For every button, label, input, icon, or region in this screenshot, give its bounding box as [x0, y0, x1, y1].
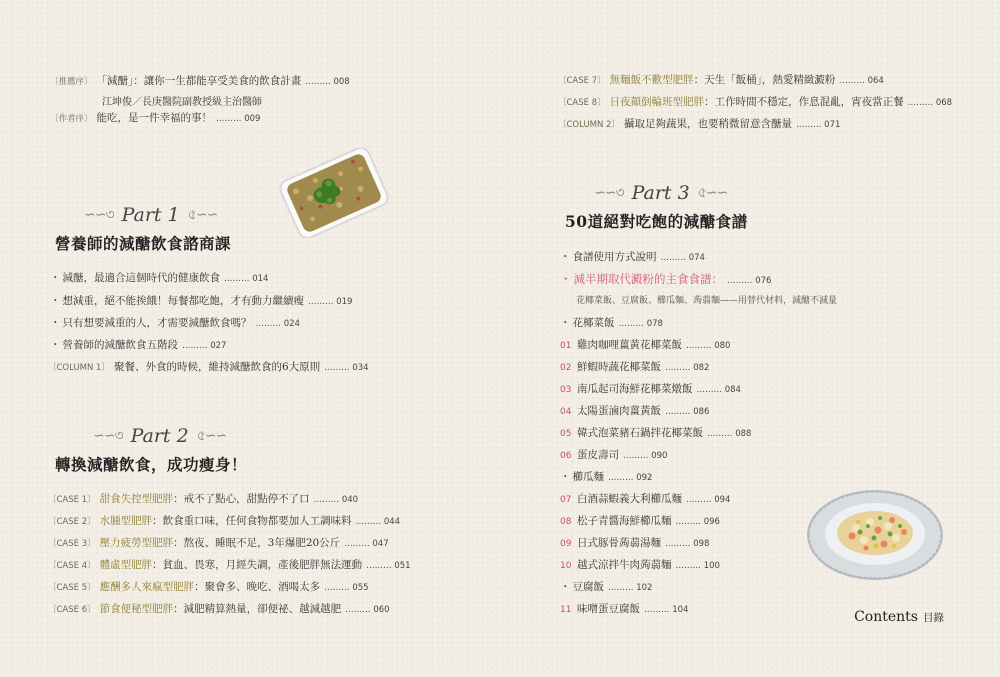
entry-highlight: 日夜顛倒輪班型肥胖: [609, 96, 705, 108]
entry-title: 南瓜起司海鮮花椰菜燉飯: [577, 383, 693, 395]
recipe-entry: [560, 338, 730, 353]
entry-page: ……… 074: [660, 253, 705, 263]
entry-title: 越式涼拌牛肉蒟蒻麵: [577, 559, 672, 571]
recipe-number: 09: [560, 539, 572, 549]
entry-page: ……… 064: [839, 76, 884, 86]
entry-page: ……… 092: [608, 473, 653, 483]
entry-page: ……… 068: [907, 98, 953, 108]
part-label: Part 1: [121, 204, 180, 226]
toc-entry: [50, 316, 300, 331]
toc-entry: [560, 470, 652, 485]
entry-page: ……… 090: [623, 451, 668, 461]
entry-highlight: 水腫型肥胖: [99, 515, 153, 527]
entry-title: 能吃，是一件幸福的事！: [96, 112, 213, 124]
entry-title: 蛋皮壽司: [577, 449, 619, 461]
toc-entry: [50, 74, 350, 89]
entry-title: 韓式泡菜豬石鍋拌花椰菜飯: [577, 427, 703, 439]
entry-page: ……… 082: [665, 363, 710, 373]
entry-title: 豆腐飯: [572, 581, 604, 593]
recipe-number: 06: [560, 451, 572, 461]
toc-entry: [48, 360, 369, 375]
section-entry: [560, 272, 771, 288]
toc-entry: [560, 250, 705, 265]
entry-tag: 〔CASE 7〕: [558, 76, 606, 86]
entry-page: ……… 096: [675, 517, 720, 527]
entry-page: ……… 024: [255, 319, 300, 329]
recipe-number: 04: [560, 407, 572, 417]
contents-label: [854, 609, 944, 625]
entry-page: ……… 044: [355, 517, 401, 527]
bullet: ・: [50, 317, 61, 329]
flourish-ornament: ∽∽৩: [594, 185, 624, 201]
toc-entry: [50, 111, 260, 126]
section-note: 花椰菜飯、豆腐飯、櫛瓜麵、蒟蒻麵——用替代材料，減醣不減量: [576, 296, 838, 306]
entry-highlight: 無麵飯不歡型肥胖: [609, 74, 694, 86]
entry-title: ：飲食重口味，任何食物都要加人工調味料: [152, 515, 352, 527]
part-3-title: 50道絕對吃飽的減醣食譜: [565, 212, 748, 231]
recipe-number: 07: [560, 495, 572, 505]
grain-bowl-photo: [276, 148, 392, 238]
entry-tag: 〔COLUMN 2〕: [558, 120, 620, 130]
entry-highlight: 壓力疲勞型肥胖: [99, 537, 174, 549]
toc-entry: [560, 316, 663, 331]
bullet: ・: [50, 295, 61, 307]
entry-page: ……… 047: [344, 539, 389, 549]
entry-page: ……… 014: [224, 274, 269, 284]
entry-page: ……… 100: [675, 561, 720, 571]
entry-page: ……… 086: [665, 407, 710, 417]
entry-tag: 〔CASE 2〕: [48, 517, 96, 527]
toc-entry: [560, 580, 652, 595]
toc-entry: [50, 271, 268, 286]
entry-title: ：減肥精算熱量，卻便祕、越減越肥: [173, 603, 342, 615]
part-2-title: 轉換減醣飲食，成功瘦身！: [55, 455, 248, 474]
bullet: ・: [560, 317, 571, 329]
entry-title: 雞肉咖哩薑黃花椰菜飯: [577, 339, 682, 351]
entry-title: ：貧血、畏寒，月經失調，產後肥胖無法運動: [152, 559, 363, 571]
part-1-title: 營養師的減醣飲食諮商課: [55, 234, 232, 253]
recipe-number: 01: [560, 341, 572, 351]
entry-page: ……… 027: [182, 341, 227, 351]
entry-title: 只有想要減重的人，才需要減醣飲食嗎？: [62, 317, 252, 329]
entry-title: ：熬夜、睡眠不足，3年爆肥20公斤: [173, 537, 341, 549]
recipe-entry: [560, 536, 709, 551]
entry-tag: 〔CASE 3〕: [48, 539, 96, 549]
entry-page: ……… 088: [707, 429, 752, 439]
entry-tag: 〔CASE 6〕: [48, 605, 96, 615]
entry-title: 食譜使用方式說明: [572, 251, 657, 263]
entry-title: 白酒蒜蝦義大利櫛瓜麵: [577, 493, 682, 505]
entry-title: 攝取足夠蔬果，也要稍微留意含醣量: [623, 118, 792, 130]
entry-title: 松子青醬海鮮櫛瓜麵: [577, 515, 672, 527]
entry-highlight: 體虛型肥胖: [99, 559, 153, 571]
entry-title: 鮮蝦時蔬花椰菜飯: [577, 361, 661, 373]
bullet: ・: [560, 471, 571, 483]
recipe-number: 05: [560, 429, 572, 439]
entry-title: ：聚會多、晚吃、酒喝太多: [194, 581, 321, 593]
entry-tag: 〔推薦序〕: [50, 77, 93, 87]
toc-entry: [50, 294, 352, 309]
recipe-entry: [560, 514, 720, 529]
toc-entry: [50, 338, 226, 353]
entry-page: ……… 008: [305, 77, 350, 87]
entry-page: ……… 084: [696, 385, 741, 395]
entry-title: 聚餐、外食的時候，維持減醣飲食的6大原則: [113, 361, 321, 373]
entry-tag: 〔CASE 4〕: [48, 561, 96, 571]
bullet: ・: [560, 272, 572, 286]
toc-entry: [558, 95, 952, 110]
toc-entry: [48, 492, 358, 507]
entry-page: ……… 098: [665, 539, 710, 549]
entry-page: ……… 009: [216, 114, 261, 124]
entry-highlight: 節食便秘型肥胖: [99, 603, 174, 615]
toc-entry: [558, 117, 840, 132]
toc-entry: [558, 73, 884, 88]
entry-tag: 〔CASE 5〕: [48, 583, 96, 593]
toc-entry: [48, 602, 390, 617]
recipe-number: 11: [560, 605, 572, 615]
recipe-entry: [560, 602, 688, 617]
bullet: ・: [560, 581, 571, 593]
recipe-entry: [560, 404, 709, 419]
entry-page: ……… 076: [727, 276, 772, 286]
bullet: ・: [50, 272, 61, 284]
recipe-entry: [560, 492, 730, 507]
entry-page: ……… 034: [324, 363, 369, 373]
recipe-entry: [560, 360, 709, 375]
entry-tag: 〔COLUMN 1〕: [48, 363, 110, 373]
entry-title: 味噌蛋豆腐飯: [577, 603, 640, 615]
entry-page: ……… 019: [308, 297, 353, 307]
author-credit: 江坤俊／長庚醫院副教授級主治醫師: [102, 97, 262, 108]
flourish-ornament: ৫∽∽: [187, 207, 218, 223]
recipe-number: 03: [560, 385, 572, 395]
contents-zh: 目錄: [923, 612, 944, 624]
entry-title: 花椰菜飯: [572, 317, 615, 329]
entry-page: ……… 071: [795, 120, 841, 130]
entry-tag: 〔CASE 8〕: [558, 98, 606, 108]
entry-page: ……… 051: [366, 561, 411, 571]
flourish-ornament: ৫∽∽: [697, 185, 728, 201]
section-title: 減半期取代澱粉的主食食譜：: [573, 272, 723, 286]
entry-page: ……… 078: [618, 319, 663, 329]
recipe-entry: [560, 382, 741, 397]
toc-entry: [48, 514, 400, 529]
entry-tag: 〔作者序〕: [50, 114, 93, 124]
entry-page: ……… 055: [324, 583, 369, 593]
recipe-number: 10: [560, 561, 572, 571]
entry-page: ……… 060: [345, 605, 390, 615]
toc-entry: [48, 536, 389, 551]
recipe-entry: [560, 426, 751, 441]
part-1-heading: [84, 203, 217, 227]
entry-highlight: 應酬多人來瘋型肥胖: [99, 581, 195, 593]
rice-salad-plate-photo: [804, 486, 946, 582]
part-label: Part 2: [130, 425, 189, 447]
entry-title: 櫛瓜麵: [572, 471, 604, 483]
entry-title: 想減重，絕不能挨餓！每餐都吃飽，才有動力繼續瘦: [62, 295, 304, 307]
recipe-number: 02: [560, 363, 572, 373]
entry-page: ……… 104: [644, 605, 689, 615]
entry-title: 減醣，最適合這個時代的健康飲食: [62, 272, 220, 284]
entry-page: ……… 102: [608, 583, 653, 593]
bullet: ・: [560, 251, 571, 263]
toc-entry: [48, 580, 369, 595]
flourish-ornament: ∽∽৩: [93, 428, 123, 444]
part-label: Part 3: [631, 182, 690, 204]
entry-highlight: 甜食失控型肥胖: [99, 493, 174, 505]
part-3-heading: [594, 181, 727, 205]
contents-en: Contents: [854, 609, 918, 625]
part-2-heading: [93, 424, 226, 448]
entry-tag: 〔CASE 1〕: [48, 495, 96, 505]
entry-title: ：天生「飯桶」，熱愛精緻澱粉: [693, 74, 836, 86]
entry-title: ：戒不了點心，甜點停不了口: [173, 493, 310, 505]
flourish-ornament: ∽∽৩: [84, 207, 114, 223]
bullet: ・: [50, 339, 61, 351]
entry-title: 太陽蛋滷肉薑黃飯: [577, 405, 661, 417]
toc-entry: [48, 558, 411, 573]
entry-title: 「減醣」：讓你一生都能享受美食的飲食計畫: [96, 75, 302, 87]
flourish-ornament: ৫∽∽: [196, 428, 227, 444]
entry-title: 營養師的減醣飲食五階段: [62, 339, 178, 351]
entry-page: ……… 040: [313, 495, 359, 505]
entry-title: ：工作時間不穩定，作息混亂，宵夜當正餐: [704, 96, 904, 108]
entry-title: 日式豚骨蒟蒻湯麵: [577, 537, 661, 549]
recipe-entry: [560, 448, 667, 463]
recipe-entry: [560, 558, 720, 573]
entry-page: ……… 094: [686, 495, 731, 505]
entry-page: ……… 080: [686, 341, 731, 351]
recipe-number: 08: [560, 517, 572, 527]
